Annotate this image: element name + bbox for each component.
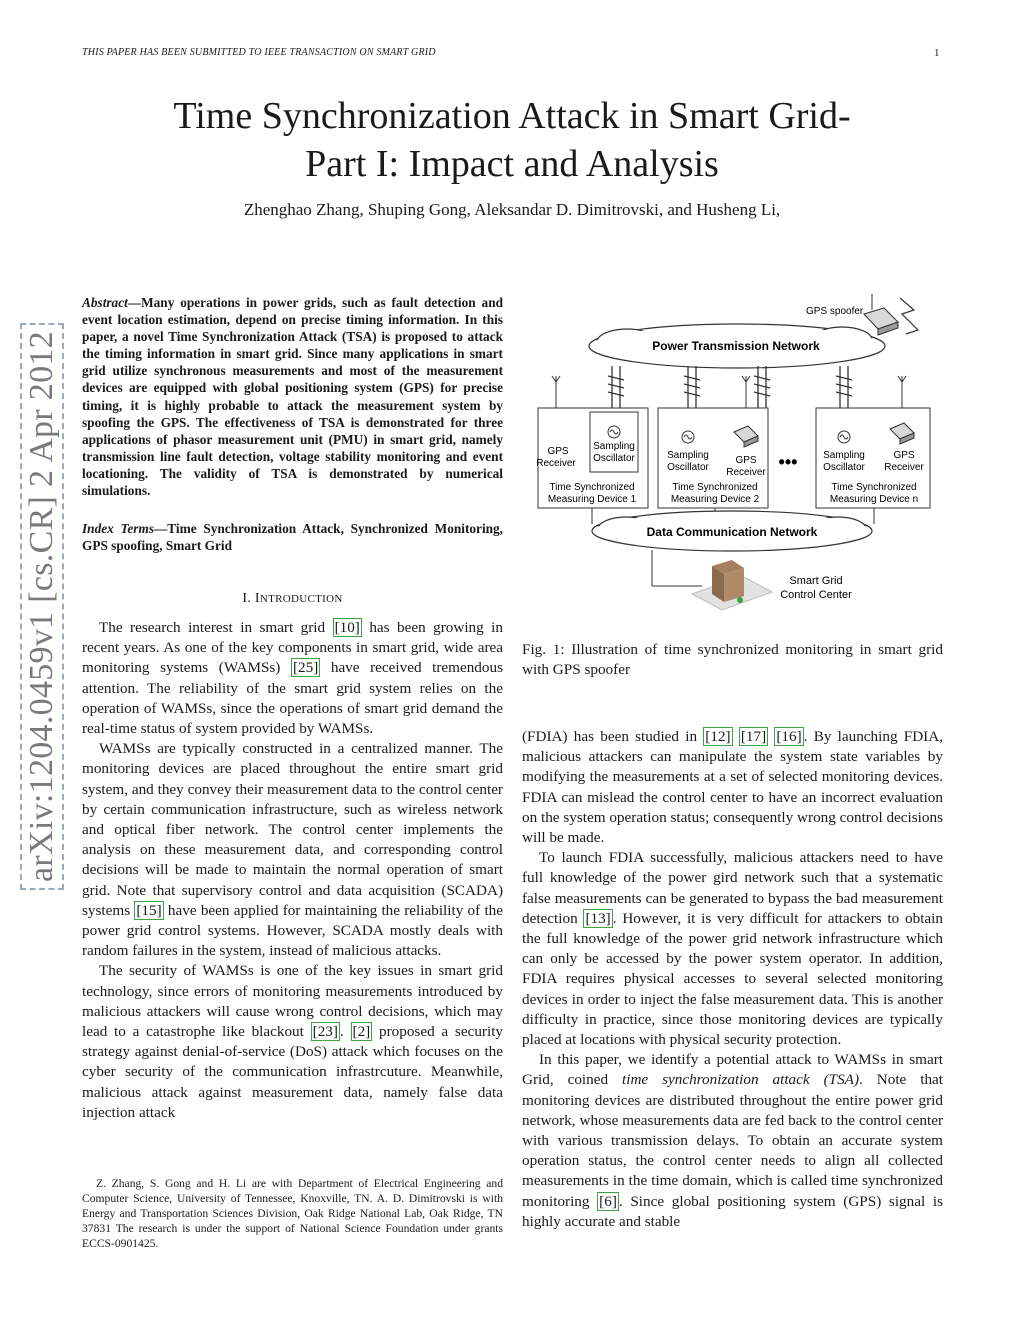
title-line-1: Time Synchronization Attack in Smart Grid- — [173, 95, 851, 137]
figure-caption: Fig. 1: Illustration of time synchronized monitoring in smart grid with GPS spoofer — [522, 641, 943, 679]
index-terms-text: —Time Synchronization Attack, Synchronized Monitoring, GPS spoofing, Smart Grid — [82, 521, 504, 554]
title-line-2: Part I: Impact and Analysis — [305, 143, 719, 185]
control-center-icon — [692, 560, 772, 610]
svg-text:Oscillator: Oscillator — [593, 453, 635, 464]
right-column-body — [522, 727, 943, 1232]
svg-text:Receiver: Receiver — [884, 462, 924, 473]
gps-spoofer-icon — [864, 294, 918, 335]
svg-text:Sampling: Sampling — [593, 441, 635, 452]
ellipsis-dots: ••• — [778, 452, 798, 472]
power-links — [608, 366, 852, 408]
system-diagram — [522, 284, 950, 624]
svg-text:Sampling: Sampling — [667, 450, 709, 461]
gps-spoofer-label: GPS spoofer — [806, 306, 864, 317]
page-number: 1 — [934, 47, 940, 59]
data-network-label: Data Communication Network — [646, 525, 818, 539]
svg-text:GPS: GPS — [893, 450, 915, 461]
abstract-text: —Many operations in power grids, such as fault detection and event location estimation, depend on precise timing information. In this paper, a novel Time Synchronization Attack (TSA) is proposed to attack the timing information in smart grid. Since many applications in smart grid utilize synchronous measurements and most of the measurement devices are equipped with global positioning system (GPS) for precise timing, it is highly probable to attack the measurement system by spoofing the GPS. The effectiveness of TSA is demonstrated for three applications of phasor measurement unit (PMU) in smart grid, namely transmission line fault detection, voltage stability monitoring and event locationing. The validity of TSA is demonstrated by numerical simulations. — [82, 295, 503, 499]
citation-link[interactable]: [23] — [312, 1023, 338, 1041]
citation-link[interactable]: [25] — [292, 659, 319, 677]
citation-link[interactable]: [10] — [334, 619, 360, 636]
citation-link[interactable]: [12] — [705, 728, 731, 745]
citation-link[interactable]: [15] — [136, 901, 162, 919]
paragraph: In this paper, we identify a potential attack to WAMSs in smart Grid, coined time synchronization attack (TSA). Note that monitoring devices are distributed throughout the entire power grid network, whose measurements data are fed back to the control center with various transmission delays. To obtain an accurate system operation status, the control center needs to align all collected measurements in the time domain, which is called time synchronized monitoring [6] . Since global positioning system (GPS) signal is highly accurate and stable — [522, 1051, 944, 1230]
svg-text:Measuring Device 2: Measuring Device 2 — [670, 494, 760, 505]
intro-body — [82, 618, 503, 1123]
paragraph: To launch FDIA successfully, malicious attackers need to have full knowledge of the power gird network such that a systematic false measurements can be generated to bypass the bad measurement detection [13] . However, it is very difficult for attackers to obtain the full knowledge of the power grid network infrastructure which can only be accessed by the power system operator. In addition, FDIA requires physical accesses to several selected monitoring devices in order to inject the false measurement data. This is another difficulty in practice, since those monitoring devices are typically placed at locations with physical security protection. — [522, 849, 943, 1049]
paragraph: WAMSs are typically constructed in a centralized manner. The monitoring devices are placed throughout the entire smart grid system, and they convey their measurement data to the control center by certain communication infrastructure, such as wireless network and optical fiber network. The control center implements the analysis on these measurement data, and corresponding control decisions will be made to maintain the normal operation of smart grid. Note that supervisory control and data acquisition (SCADA) systems [15] have been applied for maintaining the reliability of the power grid control systems. However, SCADA mostly deals with random failures in the system, instead of malicious attacks. — [82, 740, 503, 960]
svg-text:Measuring Device 1: Measuring Device 1 — [547, 494, 637, 505]
arxiv-stamp: arXiv:1204.0459v1 [cs.CR] 2 Apr 2012 — [20, 323, 64, 890]
footnote: Z. Zhang, S. Gong and H. Li are with Department of Electrical Engineering and Computer Science, University of Tennessee, Knoxville, TN. A. D. Dimitrovski is with Energy and Transportation Sciences Division, Oak Ridge National Lab, Oak Ridge, TN 37831 The research is under the support of National Science Foundation under grants ECCS-0901425. — [82, 1177, 503, 1250]
control-center-label-2: Control Center — [780, 589, 852, 601]
measuring-device-2 — [658, 408, 768, 508]
svg-text:Time Synchronized: Time Synchronized — [672, 482, 758, 493]
svg-text:Sampling: Sampling — [823, 450, 865, 461]
svg-text:Time Synchronized: Time Synchronized — [549, 482, 635, 493]
measuring-device-n — [816, 408, 930, 508]
measuring-device-1 — [536, 408, 648, 508]
paragraph: The research interest in smart grid [10] has been growing in recent years. As one of the key components in smart grid, wide area monitoring systems (WAMSs) [25] have received tremendous attention. The reliability of the smart grid system relies on the operation of WAMSs, since the operations of smart grid demand the real-time status of system provided by WAMSs. — [82, 619, 503, 738]
index-terms — [82, 520, 503, 554]
running-head: THIS PAPER HAS BEEN SUBMITTED TO IEEE TRANSACTION ON SMART GRID — [82, 47, 436, 58]
paragraph: (FDIA) has been studied in [12] [17] [16] . By launching FDIA, malicious attackers can manipulate the system state variables by modifying the measurements at a set of selected monitoring devices. FDIA can mislead the control center to have an incorrect evaluation on the system operation status; consequently wrong control decisions will be made. — [522, 728, 944, 847]
abstract-label: Abstract — [82, 295, 128, 310]
svg-text:Oscillator: Oscillator — [667, 462, 709, 473]
citation-link[interactable]: [13] — [585, 909, 611, 927]
paper-title — [0, 92, 1024, 188]
svg-text:GPS: GPS — [547, 446, 569, 457]
svg-text:Measuring Device n: Measuring Device n — [829, 494, 919, 505]
svg-text:GPS: GPS — [735, 455, 757, 466]
section-heading: I. INTRODUCTION — [242, 591, 343, 606]
control-center-label-1: Smart Grid — [789, 575, 843, 587]
author-list: Zhenghao Zhang, Shuping Gong, Aleksandar D. Dimitrovski, and Husheng Li, — [243, 200, 781, 219]
paragraph: The security of WAMSs is one of the key issues in smart grid technology, since errors of monitoring measurements introduced by malicious attackers will cause wrong control decisions, which may lead to a catastrophe like blackout [23] . [2] proposed a security strategy against denial-of-service (DoS) attack which focuses on the cyber security of the communication infrastrcuture. Meanwhile, malicious attack against measurement data, namely false data injection attack — [82, 962, 504, 1121]
power-network-label: Power Transmission Network — [652, 339, 820, 353]
svg-text:Oscillator: Oscillator — [823, 462, 865, 473]
antenna-icons — [552, 376, 906, 408]
index-terms-label: Index Terms — [82, 521, 154, 536]
citation-link[interactable]: [16] — [776, 728, 802, 745]
svg-text:Time Synchronized: Time Synchronized — [831, 482, 917, 493]
citation-link[interactable]: [2] — [352, 1023, 371, 1041]
citation-link[interactable]: [6] — [599, 1192, 617, 1210]
abstract — [82, 294, 503, 499]
svg-text:Receiver: Receiver — [536, 458, 576, 469]
figure-1 — [522, 284, 950, 624]
svg-text:Receiver: Receiver — [726, 467, 766, 478]
citation-link[interactable]: [17] — [740, 728, 767, 745]
